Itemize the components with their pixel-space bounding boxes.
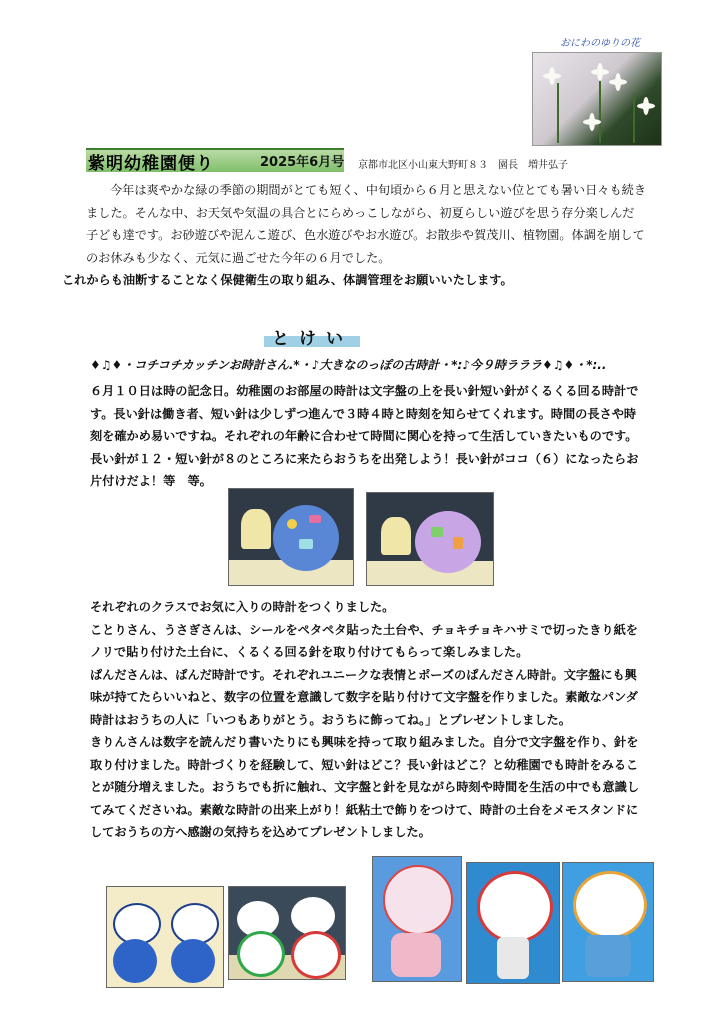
lily-flower-icon xyxy=(637,97,655,115)
intro-paragraph xyxy=(62,179,647,292)
lily-flower-icon xyxy=(583,113,601,131)
clock-class-paragraphs xyxy=(90,596,642,844)
clock-day-paragraph: ６月１０日は時の記念日。幼稚園のお部屋の時計は文字盤の上を長い針短い針がくるくる回る時計です。長い針は働き者、短い針は少しずつ進んで３時４時と時刻を知らせてくれます。時間の長さや時刻を確かめ易いですね。それぞれの年齢に合わせて時間に関心を持って生活していきたいものです。長い針が１２・短い針が８のところに来たらおうちを出発しよう！長い針がココ（６）になったらお片付けだよ！等 等。 xyxy=(90,384,639,488)
lily-flower-icon xyxy=(543,67,561,85)
giraffe-clock-photo-2 xyxy=(466,862,560,984)
snail-clock-photo-2 xyxy=(366,492,494,586)
intro-text: 今年は爽やかな緑の季節の期間がとても短く、中旬頃から６月と思えない位とても暑い日々も続きました。そんな中、お天気や気温の具合とにらめっこしながら、初夏らしい遊びを思う存分楽しんだ子ども達です。お砂遊びや泥んこ遊び、色水遊びやお水遊び。お散歩や賀茂川、植物園。体調を崩してのお休みも少なく、元気に過ごせた今年の６月でした。 xyxy=(86,183,647,265)
panda-clock-photo-2 xyxy=(228,886,346,980)
snail-clock-photo-1 xyxy=(228,488,354,586)
clock-poem: ♦♫♦・コチコチカッチンお時計さん.*・♪大きなのっぽの古時計・*:♪今９時ラララ♦♫♦・*:.. xyxy=(90,358,607,372)
giraffe-clock-photo-1 xyxy=(372,856,462,982)
section-heading-text: とけい xyxy=(272,329,353,349)
newsletter-header xyxy=(86,148,348,174)
body2-line-3: ぱんださんは、ぱんだ時計です。それぞれユニークな表情とポーズのぱんださん時計。文字盤にも興味が持てたらいいねと、数字の位置を意識して数字を貼り付けて文字盤を作りました。素敵なパンダ時計はおうちの人に「いつもありがとう。おうちに飾ってね。」とプレゼントしました。 xyxy=(90,667,638,727)
lily-flower-icon xyxy=(609,73,627,91)
lily-photo xyxy=(532,52,662,146)
photo-caption: おにわのゆりの花 xyxy=(560,38,640,49)
body2-line-1: それぞれのクラスでお気に入りの時計をつくりました。 xyxy=(90,600,395,614)
newsletter-title: 紫明幼稚園便り xyxy=(88,154,214,174)
issue-date: 2025年6月号 xyxy=(260,155,345,170)
panda-clock-photo-1 xyxy=(106,886,224,988)
address-principal: 京都市北区小山東大野町８３ 園長 増井弘子 xyxy=(358,160,568,171)
lily-flower-icon xyxy=(591,63,609,81)
body2-line-4: きりんさんは数字を読んだり書いたりにも興味を持って取り組みました。自分で文字盤を作り、針を取り付けました。時計づくりを経験して、短い針はどこ？長い針はどこ？と幼稚園でも時計をみることが随分増えました。おうちでも折に触れ、文字盤と針を見ながら時刻や時間を生活の中でも意識してみてくださいね。素敵な時計の出来上がり！紙粘土で飾りをつけて、時計の土台をメモスタンドにしておうちの方へ感謝の気持ちを込めてプレゼントしました。 xyxy=(90,735,640,839)
giraffe-clock-photo-3 xyxy=(562,862,654,982)
body2-line-2: ことりさん、うさぎさんは、シールをペタペタ貼った土台や、チョキチョキハサミで切ったきり紙をノリで貼り付けた土台に、くるくる回る針を取り付けてもらって楽しみました。 xyxy=(90,622,638,659)
intro-closing: これからも油断することなく保健衛生の取り組み、体調管理をお願いいたします。 xyxy=(62,273,513,287)
section-heading xyxy=(264,322,360,350)
